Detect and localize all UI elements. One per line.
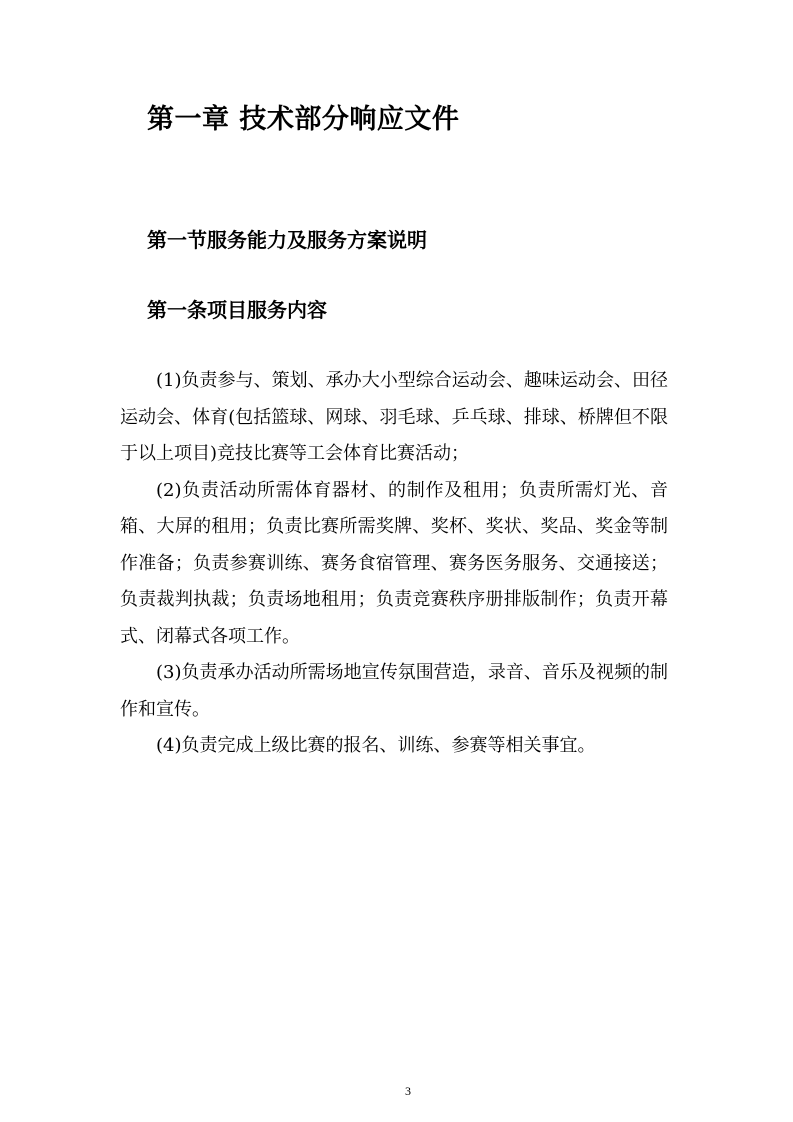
body-text (120, 363, 668, 765)
paragraph-1: (1)负责参与、策划、承办大小型综合运动会、趣味运动会、田径运动会、体育(包括篮球、网球、羽毛球、乒乓球、排球、桥牌但不限于以上项目)竞技比赛等工会体育比赛活动； (120, 370, 668, 464)
page-number: 3 (405, 1084, 411, 1098)
article-title: 第一条项目服务内容 (147, 298, 327, 322)
paragraph-2: (2)负责活动所需体育器材、的制作及租用；负责所需灯光、音箱、大屏的租用；负责比赛所需奖牌、奖杯、奖状、奖品、奖金等制作准备；负责参赛训练、赛务食宿管理、赛务医务服务、交通接送；负责裁判执裁；负责场地租用；负责竞赛秩序册排版制作；负责开幕式、闭幕式各项工作。 (120, 479, 668, 647)
chapter-title: 第一章 技术部分响应文件 (147, 104, 460, 135)
paragraph-3: (3)负责承办活动所需场地宣传氛围营造，录音、音乐及视频的制作和宣传。 (120, 662, 668, 720)
paragraph-4: (4)负责完成上级比赛的报名、训练、参赛等相关事宜。 (156, 735, 596, 756)
section-title: 第一节服务能力及服务方案说明 (147, 228, 427, 252)
